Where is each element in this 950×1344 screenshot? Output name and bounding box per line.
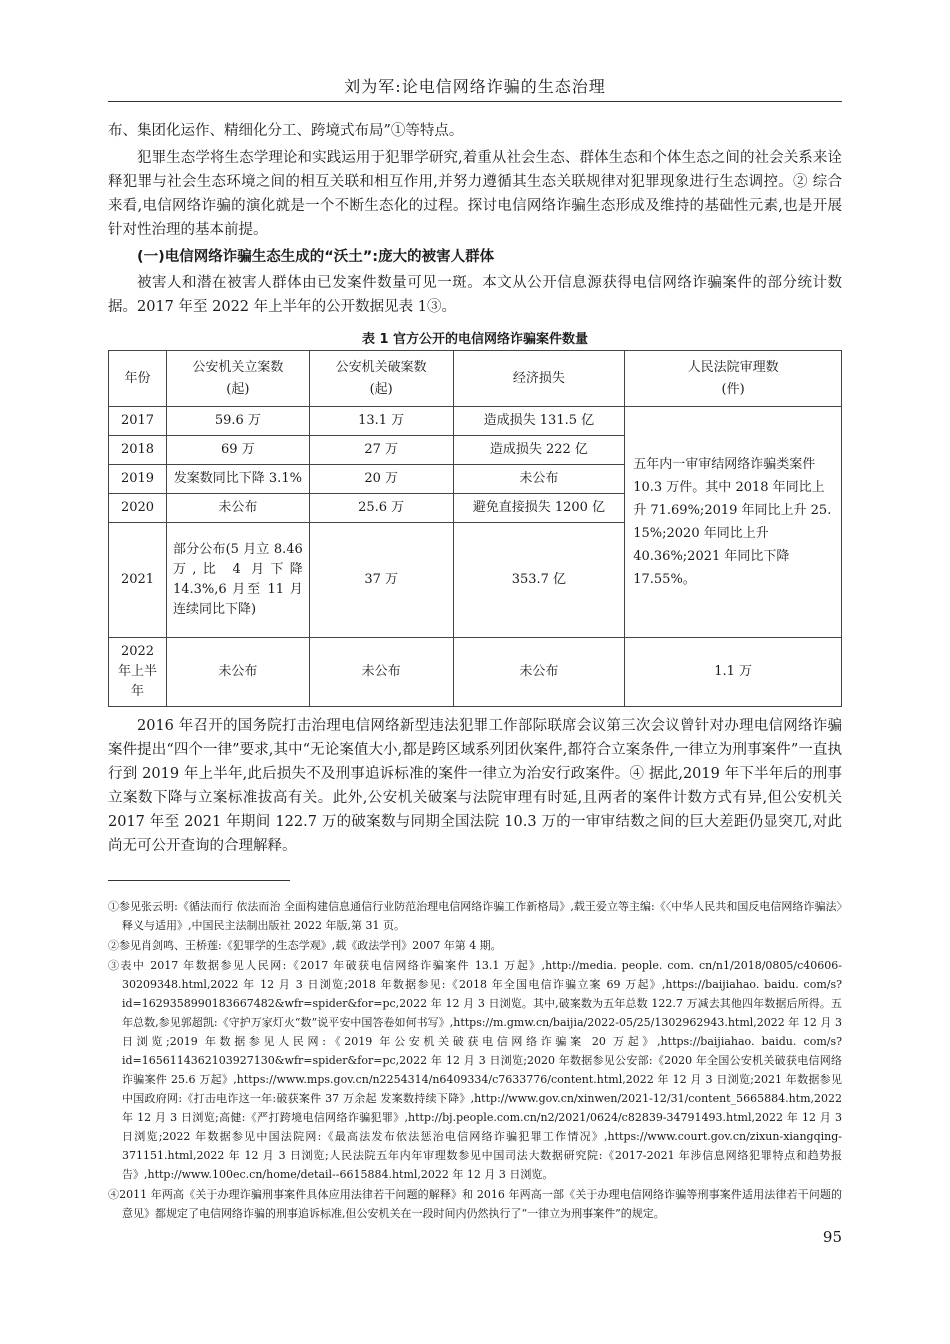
table-caption: 表 1 官方公开的电信网络诈骗案件数量 [361, 332, 589, 347]
page-number: 95 [822, 1228, 842, 1246]
cell-filed: 部分公布(5 月立 8.46万,比 4 月下降 14.3%,6 月至 11 月连续同比下降) [166, 523, 309, 638]
cell-loss: 未公布 [453, 638, 625, 707]
cell-loss: 避免直接损失 1200 亿 [453, 494, 625, 523]
section-heading: (一)电信网络诈骗生态生成的“沃土”:庞大的被害人群体 [137, 249, 495, 265]
footnote-rule [108, 880, 290, 881]
cell-year: 2017 [109, 407, 167, 436]
footnote-2: ②参见肖剑鸣、王桥莲:《犯罪学的生态学观》,载《政法学刊》2007 年第 4 期。 [108, 939, 502, 952]
footnotes [108, 897, 842, 1224]
footnote-4: ④2011 年两高《关于办理诈骗刑事案件具体应用法律若干问题的解释》和 2016 年两高一部《关于办理电信网络诈骗等刑事案件适用法律若干问题的意见》都规定了电信网络诈骗的刑事追诉标准,但公安机关在一段时间内仍然执行了“一律立为刑事案件”的规定。 [108, 1188, 842, 1220]
table-row [109, 638, 842, 707]
paragraph-1: 犯罪生态学将生态学理论和实践运用于犯罪学研究,着重从社会生态、群体生态和个体生态之间的社会关系来诠释犯罪与社会生态环境之间的相互关联和相互作用,并努力遵循其生态关联规律对犯罪现象进行生态调控。② 综合来看,电信网络诈骗的演化就是一个不断生态化的过程。探讨电信网络诈骗生态形成及维持的基础性元素,也是开展针对性治理的基本前提。 [108, 150, 842, 238]
header-solved-label: 公安机关破案数 [335, 359, 427, 375]
paragraph-0: 布、集团化运作、精细化分工、跨境式布局”①等特点。 [108, 123, 464, 139]
header-filed-unit: (起) [226, 381, 250, 397]
cell-filed: 59.6 万 [166, 407, 309, 436]
cell-year: 2018 [109, 436, 167, 465]
paragraph-3: 2016 年召开的国务院打击治理电信网络新型违法犯罪工作部际联席会议第三次会议曾针对办理电信网络诈骗案件提出“四个一律”要求,其中“无论案值大小,都是跨区域系列团伙案件,都符合立案条件,一律立为刑事案件”一直执行到 2019 年上半年,此后损失不及刑事追诉标准的案件一律立为治安行政案件。④ 据此,2019 年下半年后的刑事立案数下降与立案标准拔高有关。此外,公安机关破案与法院审理有时延,且两者的案件计数方式有异,但公安机关 2017 年至 2021 年期间 122.7 万的破案数与同期全国法院 10.3 万的一审审结数之间的巨大差距仍显突兀,对此尚无可公开查询的合理解释。 [108, 718, 842, 854]
cell-filed: 发案数同比下降 3.1% [166, 465, 309, 494]
cell-solved: 13.1 万 [309, 407, 453, 436]
footnote-1: ①参见张云明:《循法而行 依法而治 全面构建信息通信行业防范治理电信网络诈骗工作新格局》,载王爱立等主编:《〈中华人民共和国反电信网络诈骗法〉释义与适用》,中国民主法制出版社 2022 年版,第 31 页。 [108, 900, 842, 932]
court-note-cell: 五年内一审审结网络诈骗类案件 10.3 万件。其中 2018 年同比上升 71.69%;2019 年同比上升 25. 15%;2020 年同比上升 40.36%;2021 年同比下降 17.55%。 [625, 407, 842, 638]
header-loss: 经济损失 [453, 351, 625, 407]
cell-court: 1.1 万 [625, 638, 842, 707]
header-rule [108, 101, 842, 102]
header-solved [309, 351, 453, 407]
cell-loss: 造成损失 131.5 亿 [453, 407, 625, 436]
footnote-3: ③表中 2017 年数据参见人民网:《2017 年破获电信网络诈骗案件 13.1 万起》,http://media. people. com. cn/n1/2018/0805/c40606-30209348.html,2022 年 12 月 3 日浏览;2018 年数据参见:《2018 年全国电信诈骗立案 69 万起》,https://baijiahao. baidu. com/s? id=1629358990183667482&wfr=spider&for=pc,2022 年 12 月 3 日浏览。其中,破案数为五年总数 122.7 万减去其他四年数据后所得。五年总数,参见郭超凯:《守护万家灯火“数”说平安中国答卷如何书写》,https://m.gmw.cn/baijia/2022-05/25/1302962943.html,2022 年 12 月 3 日浏览;2019 年数据参见人民网:《2019 年公安机关破获电信网络诈骗案 20 万起》,https://baijiahao. baidu. com/s? id=1656114362103927130&wfr=spider&for=pc,2022 年 12 月 3 日浏览;2020 年数据参见公安部:《2020 年全国公安机关破获电信网络诈骗案件 25.6 万起》,https://www.mps.gov.cn/n2254314/n6409334/c7633776/content.html,2022 年 12 月 3 日浏览;2021 年数据参见中国政府网:《打击电诈这一年:破获案件 37 万余起 发案数持续下降》,http://www.gov.cn/xinwen/2021-12/31/content_5665884.htm,2022 年 12 月 3 日浏览;高健:《严打跨境电信网络诈骗犯罪》,http://bj.people.com.cn/n2/2021/0624/c82839-34791493.html,2022 年 12 月 3 日浏览;2022 年数据参见中国法院网:《最高法发布依法惩治电信网络诈骗犯罪工作情况》,https://www.court.gov.cn/zixun-xiangqing-371151.html,2022 年 12 月 3 日浏览;人民法院五年内年审理数参见中国司法大数据研究院:《2017-2021 年涉信息网络犯罪特点和趋势报告》,http://www.100ec.cn/home/detail--6615884.html,2022 年 12 月 3 日浏览。 [108, 959, 842, 1181]
cell-filed: 69 万 [166, 436, 309, 465]
table-row [109, 407, 842, 436]
cell-loss: 造成损失 222 亿 [453, 436, 625, 465]
statistics-table [108, 350, 842, 707]
cell-solved: 25.6 万 [309, 494, 453, 523]
header-court-label: 人民法院审理数 [687, 359, 779, 375]
header-filed-label: 公安机关立案数 [192, 359, 284, 375]
cell-year: 2021 [109, 523, 167, 638]
cell-filed: 未公布 [166, 638, 309, 707]
header-solved-unit: (起) [369, 381, 393, 397]
cell-year: 2020 [109, 494, 167, 523]
cell-year: 2019 [109, 465, 167, 494]
cell-year: 2022 年上半年 [109, 638, 167, 707]
paragraph-2: 被害人和潜在被害人群体由已发案件数量可见一斑。本文从公开信息源获得电信网络诈骗案件的部分统计数据。2017 年至 2022 年上半年的公开数据见表 1③。 [108, 275, 842, 315]
cell-loss: 353.7 亿 [453, 523, 625, 638]
cell-filed: 未公布 [166, 494, 309, 523]
table-header-row [109, 351, 842, 407]
cell-loss: 未公布 [453, 465, 625, 494]
running-header: 刘为军:论电信网络诈骗的生态治理 [344, 77, 606, 96]
header-court [625, 351, 842, 407]
cell-solved: 37 万 [309, 523, 453, 638]
cell-solved: 20 万 [309, 465, 453, 494]
header-filed [166, 351, 309, 407]
cell-solved: 未公布 [309, 638, 453, 707]
header-year: 年份 [109, 351, 167, 407]
cell-solved: 27 万 [309, 436, 453, 465]
header-court-unit: (件) [721, 381, 745, 397]
